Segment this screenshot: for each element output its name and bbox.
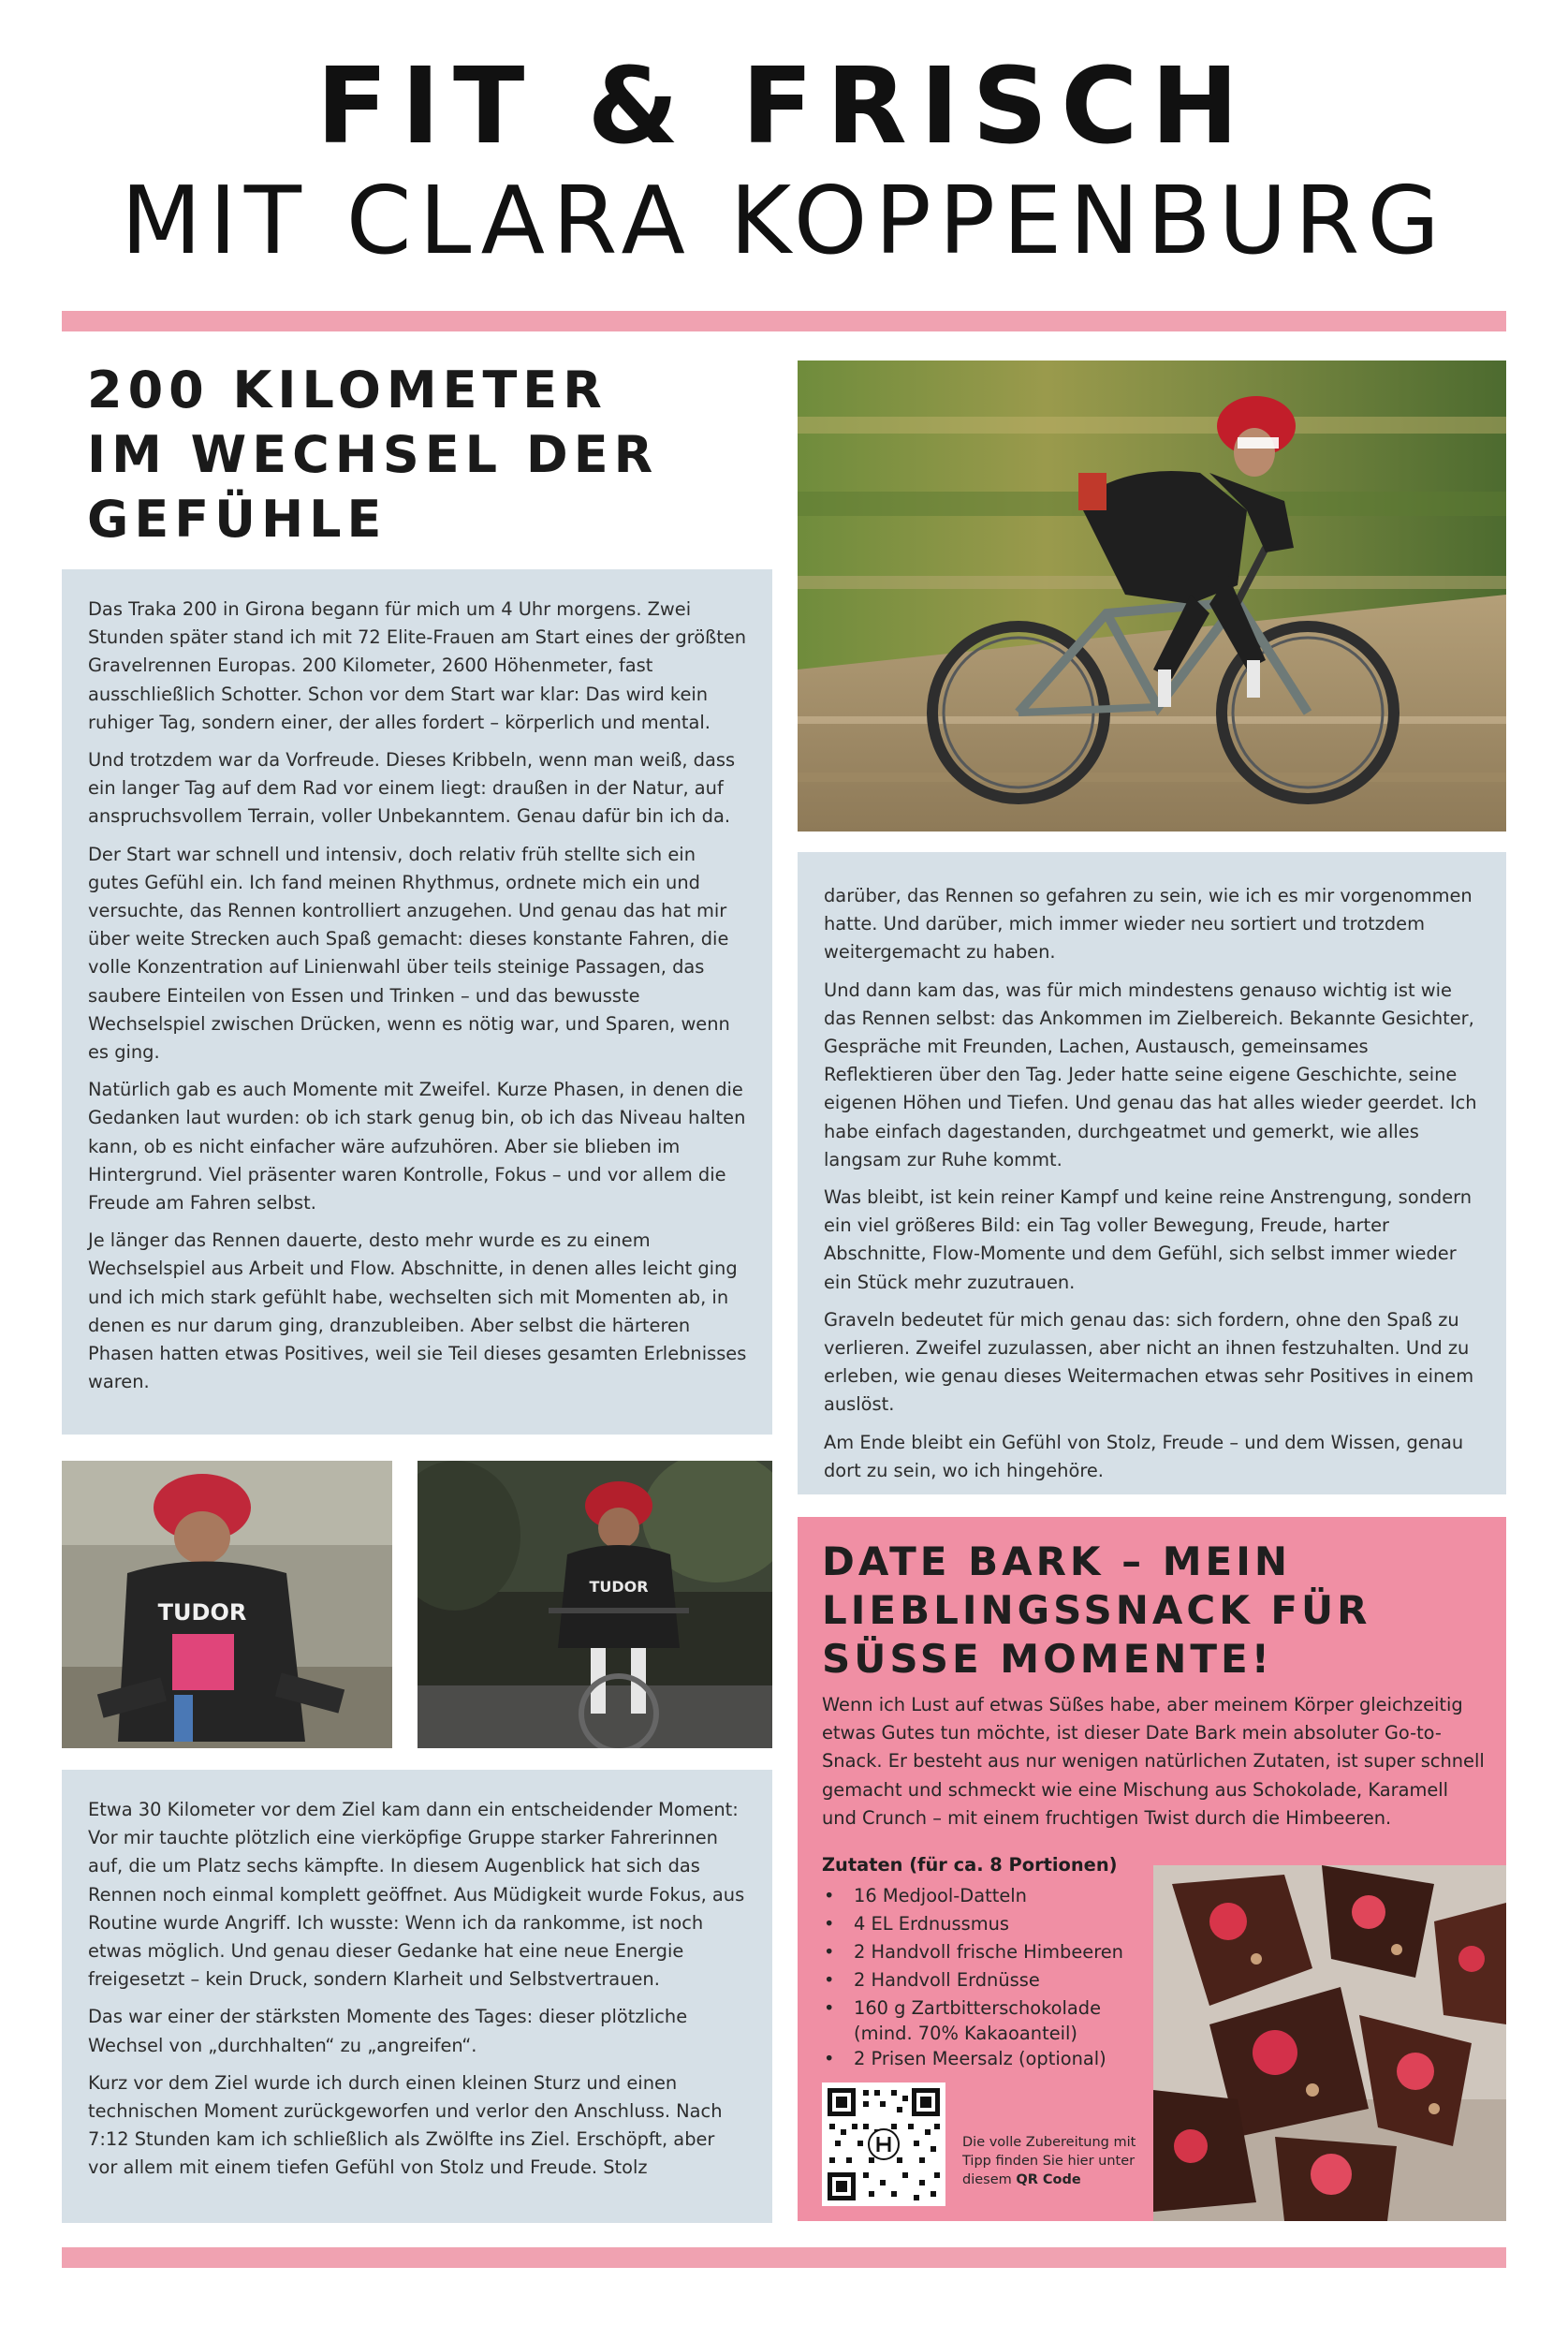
jersey-brand-text: TUDOR (157, 1599, 247, 1626)
ingredient-item: • 16 Medjool-Datteln (822, 1882, 1168, 1910)
qr-caption: Die volle Zubereitung mit Tipp finden Sie hier unter diesem QR Code (962, 2135, 1136, 2187)
ingredients-list (822, 1882, 1168, 2073)
recipe-qr-code[interactable] (822, 2082, 945, 2206)
article-paragraph: Das war einer der stärksten Momente des Tages: dieser plötzliche Wechsel von „durchhalten“ zu „angreifen“. (88, 2006, 688, 2056)
ingredient-item: • 2 Prisen Meersalz (optional) (822, 2045, 1168, 2073)
recipe-box (798, 1517, 1506, 2221)
article-paragraph: Und dann kam das, was für mich mindestens genauso wichtig ist wie das Rennen selbst: das Ankommen im Zielbereich. Bekannte Gesichter, Gespräche mit Freunden, Lachen, Austausch, gemeinsames Reflektieren über den Tag. Jeder hatte seine eigene Geschichte, seine eigenen Höhen und Tiefen. Und genau das hat alles wieder geerdet. Ich habe einfach dagestanden, durchgeatmet und gemerkt, wie alles langsam zur Ruhe kommt. (824, 979, 1477, 1170)
ingredient-item: • 160 g Zartbitterschokolade (mind. 70% Kakaoanteil) (822, 1994, 1168, 2045)
article-heading-line: IM WECHSEL DER (87, 425, 659, 484)
recipe-heading-line: LIEBLINGSSNACK FÜR (822, 1587, 1371, 1633)
page-subtitle: MIT CLARA KOPPENBURG (121, 166, 1447, 275)
ingredients-title: Zutaten (für ca. 8 Portionen) (822, 1854, 1118, 1876)
cyclist-riding-photo (798, 361, 1506, 832)
cyclist-forest-photo (418, 1461, 772, 1748)
recipe-heading (822, 1538, 1496, 1684)
recipe-heading-line: DATE BARK – MEIN (822, 1538, 1291, 1584)
article-paragraph: Der Start war schnell und intensiv, doch relativ früh stellte sich ein gutes Gefühl ein. Ich fand meinen Rhythmus, ordnete mich ein und versuchte, das Rennen kontrolliert anzugehen. Und genau das hat mir über weite Strecken auch Spaß gemacht: dieses konstante Fahren, die volle Konzentration auf Linienwahl über teils steinige Passagen, das saubere Einteilen von Essen und Trinken – und das bewusste Wechselspiel zwischen Drücken, wenn es nötig war, und Sparen, wenn es ging. (88, 843, 730, 1064)
cyclist-finish-photo (62, 1461, 392, 1748)
page-title: FIT & FRISCH (315, 46, 1253, 168)
recipe-intro: Wenn ich Lust auf etwas Süßes habe, aber meinem Körper gleichzeitig etwas Gutes tun möchte, ist dieser Date Bark mein absoluter Go-to-Snack. Er besteht aus nur wenigen natürlichen Zutaten, ist super schnell gemacht und schmeckt wie eine Mischung aus Schokolade, Karamell und Crunch – mit einem fruchtigen Twist durch die Himbeeren. (822, 1694, 1485, 1829)
article-paragraph: Das Traka 200 in Girona begann für mich um 4 Uhr morgens. Zwei Stunden später stand ich mit 72 Elite-Frauen am Start eines der größten Gravelrennen Europas. 200 Kilometer, 2600 Höhenmeter, fast ausschließlich Schotter. Schon vor dem Start war klar: Das wird kein ruhiger Tag, sondern einer, der alles fordert – körperlich und mental. (88, 598, 747, 733)
article-paragraph: Natürlich gab es auch Momente mit Zweifel. Kurze Phasen, in denen die Gedanken laut wurden: ob ich stark genug bin, ob ich das Niveau halten kann, ob es nicht einfacher wäre aufzuhören. Aber sie blieben im Hintergrund. Viel präsenter waren Kontrolle, Fokus – und vor allem die Freude am Fahren selbst. (88, 1079, 746, 1214)
article-paragraph: Etwa 30 Kilometer vor dem Ziel kam dann ein entscheidender Moment: Vor mir tauchte plötzlich eine vierköpfige Gruppe starker Fahrerinnen auf, die um Platz sechs kämpfte. In diesem Augenblick hat sich das Rennen noch einmal komplett geöffnet. Aus Müdigkeit wurde Fokus, aus Routine wurde Angriff. Ich wusste: Wenn ich da rankomme, ist noch etwas möglich. Und genau dieser Gedanke hat eine neue Energie freigesetzt – kein Druck, sondern Klarheit und Selbstvertrauen. (88, 1799, 745, 1991)
bullet-icon: • (824, 1969, 835, 1991)
recipe-heading-line: SÜSSE MOMENTE! (822, 1636, 1273, 1682)
article-heading-line: 200 KILOMETER (87, 361, 608, 419)
jersey-brand-text: TUDOR (589, 1578, 649, 1596)
article-heading (87, 358, 761, 552)
article-paragraph: Und trotzdem war da Vorfreude. Dieses Kribbeln, wenn man weiß, dass ein langer Tag auf dem Rad vor einem liegt: draußen in der Natur, auf anspruchsvollem Terrain, voller Unbekanntem. Genau dafür bin ich da. (88, 749, 736, 828)
article-paragraph: Graveln bedeutet für mich genau das: sich fordern, ohne den Spaß zu verlieren. Zweifel zuzulassen, aber nicht an ihnen festzuhalten. Und zu erleben, wie genau dieses Weitermachen etwas sehr Positives in einem auslöst. (824, 1308, 1474, 1416)
date-bark-photo (1153, 1865, 1506, 2221)
article-paragraph: Was bleibt, ist kein reiner Kampf und keine reine Anstrengung, sondern ein viel größeres Bild: ein Tag voller Bewegung, Freude, harter Abschnitte, Flow-Momente und dem Gefühl, sich selbst immer wieder ein Stück mehr zuzutrauen. (824, 1186, 1473, 1293)
top-divider-bar (62, 311, 1506, 331)
article-text-box-1 (62, 569, 772, 1435)
ingredient-item: • 2 Handvoll Erdnüsse (822, 1966, 1168, 1994)
article-paragraph: Kurz vor dem Ziel wurde ich durch einen kleinen Sturz und einen technischen Moment zurückgeworfen und verlor den Anschluss. Nach 7:12 Stunden kam ich schließlich als Zwölfte ins Ziel. Erschöpft, aber vor allem mit einem tiefen Gefühl von Stolz und Freude. Stolz (88, 2071, 723, 2179)
bullet-icon: • (824, 1913, 835, 1935)
article-heading-line: GEFÜHLE (87, 490, 388, 549)
ingredient-item: • 2 Handvoll frische Himbeeren (822, 1938, 1168, 1966)
bullet-icon: • (824, 1997, 835, 2019)
bullet-icon: • (824, 2048, 835, 2069)
bullet-icon: • (824, 1885, 835, 1906)
ingredient-item: • 4 EL Erdnussmus (822, 1910, 1168, 1938)
article-text-box-2 (798, 852, 1506, 1494)
bullet-icon: • (824, 1941, 835, 1963)
bottom-divider-bar (62, 2247, 1506, 2268)
article-paragraph: Am Ende bleibt ein Gefühl von Stolz, Freude – und dem Wissen, genau dort zu sein, wo ich hingehöre. (824, 1431, 1464, 1481)
article-paragraph: darüber, das Rennen so gefahren zu sein, wie ich es mir vorgenommen hatte. Und darüber, mich immer wieder neu sortiert und trotzdem weitergemacht zu haben. (824, 885, 1473, 964)
article-paragraph: Je länger das Rennen dauerte, desto mehr wurde es zu einem Wechselspiel aus Arbeit und Flow. Abschnitte, in denen alles leicht ging und ich mich stark gefühlt habe, wechselten sich mit Momenten ab, in denen es nur darum ging, dranzubleiben. Aber selbst die härteren Phasen hatten etwas Positives, weil sie Teil dieses gesamten Erlebnisses waren. (88, 1229, 747, 1393)
article-text-box-3 (62, 1770, 772, 2223)
